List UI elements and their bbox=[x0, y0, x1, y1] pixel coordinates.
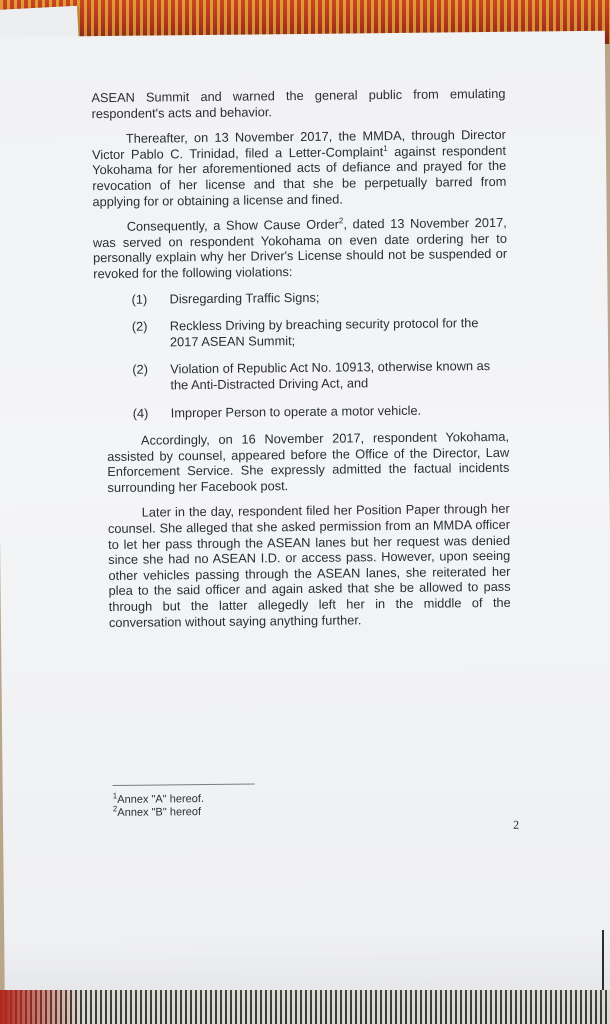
footnote-divider bbox=[113, 783, 255, 785]
background-fabric-bottom bbox=[0, 990, 610, 1024]
footnote-1-marker: 1 bbox=[112, 791, 118, 801]
background-fabric-bottom-accent bbox=[0, 990, 80, 1024]
list-item-text: Improper Person to operate a motor vehicle. bbox=[170, 402, 422, 420]
list-item-text: Disregarding Traffic Signs; bbox=[169, 289, 320, 306]
list-item-number: (1) bbox=[131, 291, 148, 307]
footnote-2-marker: 2 bbox=[112, 804, 118, 814]
list-item bbox=[93, 287, 507, 307]
paragraph-5: Later in the day, respondent filed her Position Paper through her counsel. She alleged that she asked permission from an MMDA officer to let her pass through the ASEAN lanes but her request was denied since she had no ASEAN I.D. or access pass. However, upon seeing other vehicles passing through the ASEAN lanes, she reiterated her plea to the said officer and again asked that she be allowed to pass through but the latter allegedly left her in the middle of the conversation without saying anything further. bbox=[107, 501, 511, 630]
list-item-number: (4) bbox=[132, 405, 149, 421]
page-number: 2 bbox=[512, 817, 520, 832]
list-item-text: Reckless Driving by breaching security protocol for the 2017 ASEAN Summit; bbox=[169, 315, 479, 350]
footnote-ref-1: 1 bbox=[383, 143, 388, 153]
edge-mark bbox=[602, 930, 604, 990]
paragraph-3-part-b: , dated 13 November 2017, was served on respondent Yokohama on even date ordering her to personally explain why her Driver's License should not be suspended or revoked for the following violations: bbox=[92, 214, 508, 282]
list-item-text: Violation of Republic Act No. 10913, otherwise known as the Anti-Distracted Driving Act, and bbox=[170, 358, 491, 393]
paragraph-2-part-b: against respondent Yokohama for her aforementioned acts of defiance and prayed for the revocation of her license and that she be perpetually barred from applying for or obtaining a license and fined. bbox=[92, 142, 507, 209]
paragraph-1: ASEAN Summit and warned the general public from emulating respondent's acts and behavior. bbox=[91, 85, 506, 121]
paragraph-2 bbox=[92, 127, 507, 209]
footnote-ref-2: 2 bbox=[338, 216, 344, 226]
document-page bbox=[0, 31, 610, 1003]
document-body bbox=[91, 86, 511, 641]
list-item-number: (2) bbox=[131, 318, 148, 334]
list-item bbox=[94, 358, 508, 394]
violations-list bbox=[93, 287, 508, 421]
list-item bbox=[95, 401, 509, 421]
paragraph-3-part-a: Consequently, a Show Cause Order bbox=[126, 216, 340, 234]
footnote-1-text: Annex "A" hereof. bbox=[117, 793, 204, 806]
footnotes bbox=[113, 792, 313, 820]
paragraph-4: Accordingly, on 16 November 2017, respondent Yokohama, assisted by counsel, appeared before the Office of the Director, Law Enforcement Service. She expressly admitted the factual incidents surrounding her Facebook post. bbox=[107, 428, 510, 495]
footnote-2-text: Annex "B" hereof bbox=[117, 806, 202, 819]
list-item bbox=[94, 315, 508, 351]
paragraph-2-part-a: Thereafter, on 13 November 2017, the MMDA, through Director Victor Pablo C. Trinidad, filed a Letter-Complaint bbox=[91, 127, 506, 162]
paragraph-3 bbox=[93, 215, 508, 282]
list-item-number: (2) bbox=[132, 361, 148, 378]
footnote-2 bbox=[113, 805, 313, 820]
